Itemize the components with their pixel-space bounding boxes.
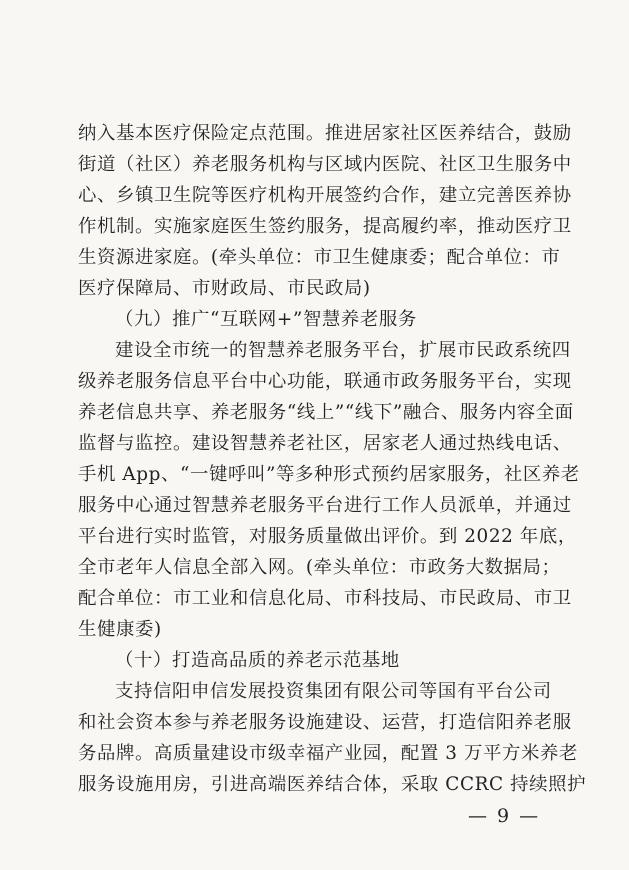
text-line: 生健康委) [78,619,162,640]
text-line: 平台进行实时监管，对服务质量做出评价。到 2022 年底， [78,526,577,547]
text-line: 心、乡镇卫生院等医疗机构开展签约合作，建立完善医养协 [78,185,572,206]
text-line: 街道（社区）养老服务机构与区域内医院、社区卫生服务中 [78,154,572,175]
text-line: 全市老年人信息全部入网。(牵头单位：市政务大数据局； [78,557,561,578]
text-line: 手机 App、“一键呼叫”等多种形式预约居家服务，社区养老 [78,464,580,485]
text-line: 服务中心通过智慧养老服务平台进行工作人员派单，并通过 [78,495,572,516]
text-line: 级养老服务信息平台中心功能，联通市政务服务平台，实现 [78,371,572,392]
text-line: 服务设施用房，引进高端医养结合体，采取 CCRC 持续照护 [78,774,587,795]
document-body [78,118,587,800]
text-line: 纳入基本医疗保险定点范围。推进居家社区医养结合，鼓励 [78,123,572,144]
page-number: — 9 — [468,805,541,827]
section-heading-10: （十）打造高品质的养老示范基地 [115,650,400,671]
text-line: 养老信息共享、养老服务“线上”“线下”融合、服务内容全面 [78,402,574,423]
text-line: 作机制。实施家庭医生签约服务，提高履约率，推动医疗卫 [78,216,572,237]
paragraph-medical-integration [78,118,572,304]
text-line: 建设全市统一的智慧养老服务平台，扩展市民政系统四 [115,340,571,361]
paragraph-smart-elderly-care [78,335,580,645]
text-line: 监督与监控。建设智慧养老社区，居家老人通过热线电话、 [78,433,572,454]
text-line: 医疗保障局、市财政局、市民政局) [78,278,371,299]
text-line: 生资源进家庭。(牵头单位：市卫生健康委；配合单位：市 [78,247,561,268]
section-heading-9: （九）推广“互联网+”智慧养老服务 [115,309,417,330]
text-line: 务品牌。高质量建设市级幸福产业园，配置 3 万平方米养老 [78,743,578,764]
text-line: 和社会资本参与养老服务设施建设、运营，打造信阳养老服 [78,712,572,733]
text-line: 支持信阳申信发展投资集团有限公司等国有平台公司 [115,681,552,702]
text-line: 配合单位：市工业和信息化局、市科技局、市民政局、市卫 [78,588,572,609]
paragraph-demonstration-base [78,676,587,800]
